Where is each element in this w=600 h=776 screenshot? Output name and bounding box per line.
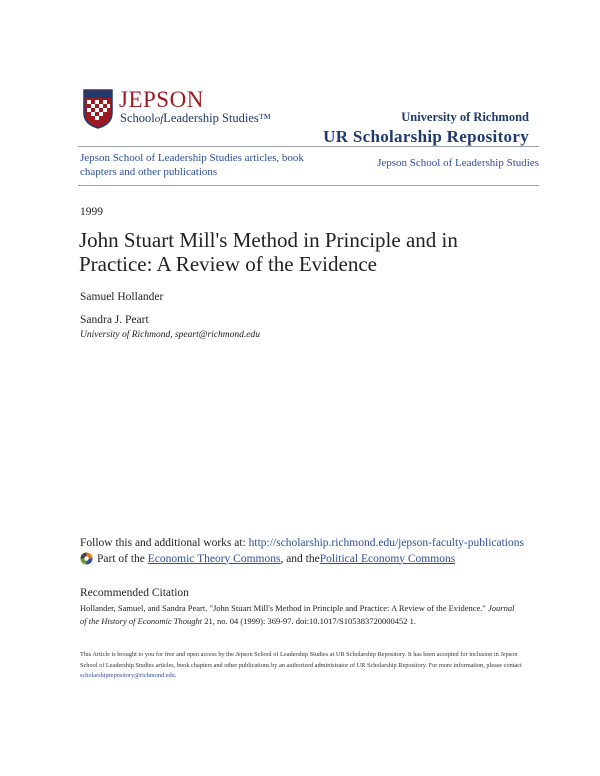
follow-label: Follow this and additional works at:: [80, 537, 249, 549]
school-link[interactable]: Jepson School of Leadership Studies: [377, 157, 539, 169]
repository-name: UR Scholarship Repository: [323, 127, 529, 146]
economic-theory-commons-link[interactable]: Economic Theory Commons: [147, 552, 281, 565]
follow-url-link[interactable]: http://scholarship.richmond.edu/jepson-faculty-publications: [248, 537, 524, 549]
jepson-logo: [83, 89, 293, 135]
university-name: University of Richmond: [401, 110, 529, 124]
logo-title: JEPSON: [119, 87, 204, 112]
contact-email-link[interactable]: scholarshiprepository@richmond.edu: [80, 672, 175, 679]
recommended-citation-heading: Recommended Citation: [80, 587, 189, 599]
logo-subtitle: SchoolofLeadership Studies™: [120, 111, 272, 125]
divider-top: [78, 146, 539, 147]
publication-year: 1999: [80, 206, 103, 218]
political-economy-commons-link[interactable]: Political Economy Commons: [319, 552, 456, 565]
part-of-line: [80, 552, 455, 565]
shield-icon: [83, 89, 113, 129]
collection-link[interactable]: Jepson School of Leadership Studies articles, book chapters and other publications: [80, 152, 304, 178]
divider-bottom: [78, 185, 539, 186]
author-name: Sandra J. Peart: [80, 314, 149, 326]
repository-header: [323, 110, 529, 147]
access-notice: This Article is brought to you for free and open access by the Jepson School of Leadership Studies at UR Scholarship Repository. It has been accepted for inclusion in Jepson School of Leadership Studies articles, book chapters and other publications by an authorized administrator of UR Scholarship Repository. For more information, please contact scholarshiprepository@richmond.edu.: [80, 651, 522, 679]
article-title: John Stuart Mill's Method in Principle and in Practice: A Review of the Evidence: [79, 228, 458, 276]
network-commons-icon: [80, 552, 93, 565]
author-affiliation: University of Richmond, speart@richmond.edu: [80, 330, 260, 340]
citation-text: Hollander, Samuel, and Sandra Peart. "John Stuart Mill's Method in Principle and Practice: A Review of the Evidence." Journal of the History of Economic Thought 21, no. 04 (1999): 369-97. doi:10.1017/S105383720000452 1.: [80, 603, 515, 626]
commons-separator: , and the: [280, 552, 320, 565]
follow-line: [80, 537, 524, 549]
part-of-label: Part of the: [97, 552, 145, 565]
author-name: Samuel Hollander: [80, 291, 164, 303]
